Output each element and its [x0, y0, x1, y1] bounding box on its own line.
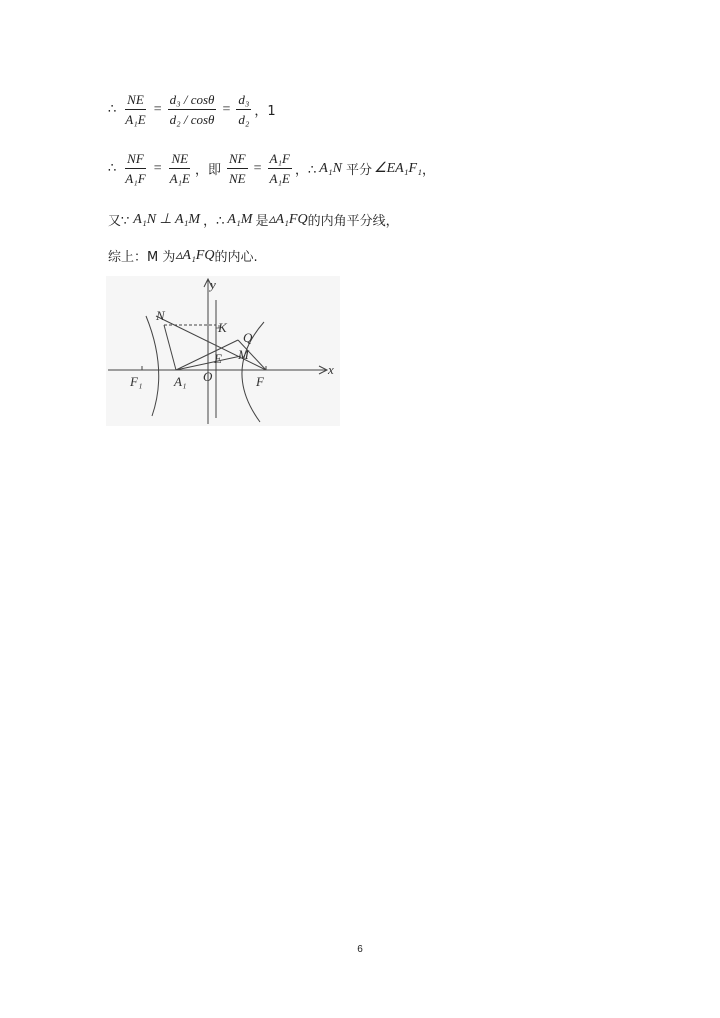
math-a1n: A₁N	[319, 160, 342, 176]
fraction-nf-over-a1f: $\frac{NF}{\text{A₁F}}$	[125, 151, 146, 186]
label-x: x	[328, 362, 334, 377]
fraction-nf-over-ne: $\frac{NF}{NE}$	[229, 151, 246, 186]
equals-sign: =	[253, 160, 262, 176]
math-perpendicular: A₁N ⊥ A₁M	[133, 212, 201, 227]
label-f: F	[256, 374, 264, 389]
math-angle: ∠EA₁F₁	[374, 161, 422, 176]
text-line-3	[108, 210, 399, 229]
label-m: M	[238, 347, 249, 362]
equals-sign: =	[153, 160, 162, 176]
fraction-a1f-over-a1e: $\frac{\text{A₁F}}{\text{A₁E}}$	[269, 151, 290, 186]
equation-line-2	[108, 151, 435, 186]
fraction-ne-over-a1e: $\frac{NE}{\text{A₁E}}$	[125, 92, 146, 127]
label-n: N	[156, 308, 165, 323]
label-f1: F₁	[130, 374, 143, 389]
label-q: Q	[243, 330, 253, 345]
math-triangle-a1fq: ▵A₁FQ	[175, 248, 215, 263]
page-number: 6	[357, 944, 363, 955]
separator-therefore: ，∴	[294, 163, 317, 178]
math-a1m: A₁M	[227, 211, 253, 227]
label-k: K	[218, 320, 227, 335]
line1-tail: ，1	[254, 104, 276, 119]
line3-start: 又∵	[108, 214, 130, 229]
line3-mid: ，∴	[203, 214, 225, 229]
equals-sign: =	[222, 101, 231, 117]
equation-line-1	[108, 92, 276, 127]
label-a1: A₁	[174, 374, 187, 389]
fraction-d3cos-over-d2cos: $\frac{\text{d₃ / cosθ}}{\text{d₂ / cosθ}}$	[169, 92, 215, 127]
text-line-4	[108, 246, 258, 265]
line4-start: 综上：M 为	[108, 250, 176, 265]
label-o: O	[203, 369, 213, 384]
fraction-d3-over-d2: $\frac{\text{d₃}}{\text{d₂}}$	[238, 92, 250, 127]
math-triangle-a1fq: ▵A₁FQ	[268, 212, 308, 227]
line2-end: ，	[421, 163, 435, 178]
line3-text1: 是	[255, 214, 269, 229]
hyperbola-figure	[106, 276, 340, 426]
label-e: E	[214, 351, 222, 366]
separator-ji: ，即	[195, 163, 222, 178]
text-bisects: 平分	[346, 163, 373, 178]
therefore-symbol: ∴	[108, 102, 117, 117]
therefore-symbol: ∴	[108, 161, 117, 176]
line4-end: 的内心.	[214, 250, 258, 265]
line3-text2: 的内角平分线，	[307, 214, 399, 229]
equals-sign: =	[153, 101, 162, 117]
fraction-ne-over-a1e: $\frac{NE}{\text{A₁E}}$	[169, 151, 190, 186]
figure-svg	[106, 276, 340, 426]
figure-background	[106, 276, 340, 426]
label-y: y	[210, 277, 216, 292]
